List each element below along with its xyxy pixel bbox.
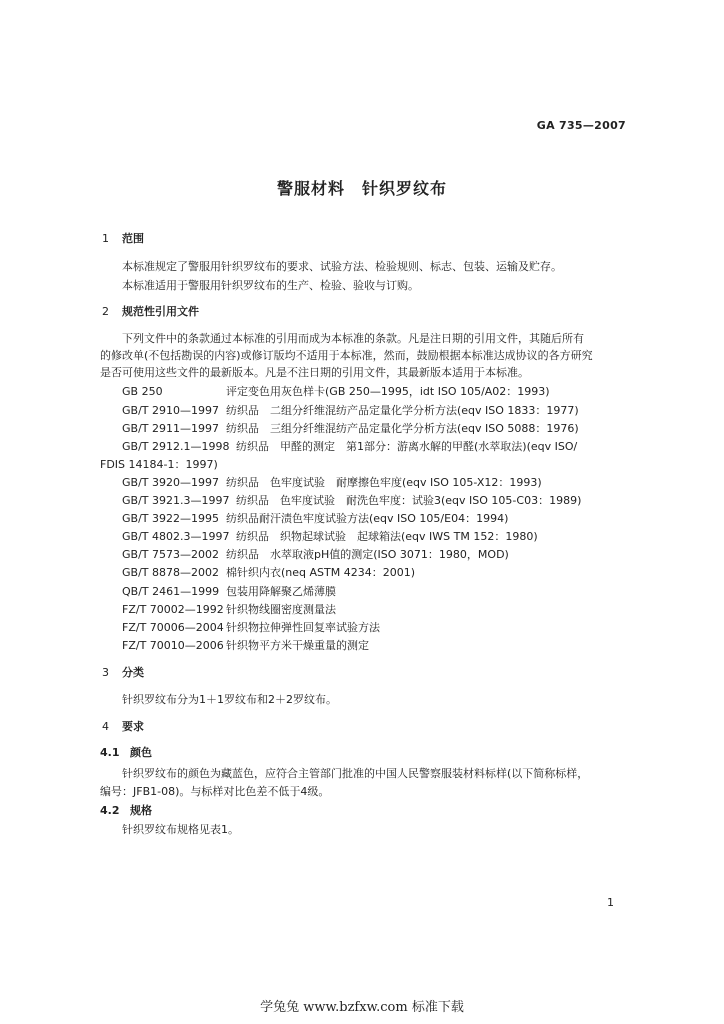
reference-title: 针织物平方米干燥重量的测定 <box>226 639 369 652</box>
reference-code: GB/T 2912.1—1998 <box>122 440 230 453</box>
section-number: 4 <box>102 720 109 733</box>
reference-code: FZ/T 70002—1992 <box>122 603 224 616</box>
section-title: 要求 <box>122 720 144 733</box>
section-number: 2 <box>102 305 109 318</box>
section-number: 1 <box>102 232 109 245</box>
subsection-number: 4.1 <box>100 746 120 759</box>
reference-title: 针织物线圈密度测量法 <box>226 603 336 616</box>
reference-item <box>122 585 336 599</box>
reference-code: GB/T 2910—1997 <box>122 404 219 417</box>
section-number: 3 <box>102 666 109 679</box>
reference-title: 纺织品 水萃取液pH值的测定(ISO 3071：1980，MOD) <box>226 548 509 561</box>
reference-title: 针织物拉伸弹性回复率试验方法 <box>226 621 380 634</box>
reference-title: 纺织品耐汗渍色牢度试验方法(eqv ISO 105/E04：1994) <box>226 512 509 525</box>
paragraph: 的修改单(不包括勘误的内容)或修订版均不适用于本标准，然而，鼓励根据本标准达成协议的各方研究 <box>100 349 593 362</box>
reference-code: QB/T 2461—1999 <box>122 585 220 598</box>
reference-item <box>122 476 542 490</box>
reference-item <box>122 603 336 617</box>
subsection-4-2-heading <box>100 804 152 818</box>
reference-code: GB/T 7573—2002 <box>122 548 219 561</box>
page-number: 1 <box>607 896 614 909</box>
reference-code: GB/T 2911—1997 <box>122 422 219 435</box>
paragraph: 编号：JFB1-08)。与标样对比色差不低于4级。 <box>100 785 330 798</box>
paragraph: 针织罗纹布分为1＋1罗纹布和2＋2罗纹布。 <box>122 693 337 706</box>
reference-code: GB/T 3920—1997 <box>122 476 219 489</box>
reference-code: GB/T 4802.3—1997 <box>122 530 230 543</box>
reference-code: GB/T 3921.3—1997 <box>122 494 230 507</box>
reference-item <box>122 494 581 508</box>
reference-title: 纺织品 二组分纤维混纺产品定量化学分析方法(eqv ISO 1833：1977) <box>226 404 579 417</box>
reference-title: 纺织品 色牢度试验 耐洗色牢度：试验3(eqv ISO 105-C03：1989) <box>236 494 582 507</box>
subsection-number: 4.2 <box>100 804 120 817</box>
reference-item <box>122 422 579 436</box>
reference-code: GB/T 8878—2002 <box>122 566 219 579</box>
reference-title: 评定变色用灰色样卡(GB 250—1995，idt ISO 105/A02：1993) <box>226 385 550 398</box>
footer-watermark: 学兔兔 www.bzfxw.com 标准下载 <box>260 1000 464 1015</box>
standard-code: GA 735—2007 <box>536 119 626 132</box>
section-4-heading <box>102 720 144 734</box>
subsection-4-1-heading <box>100 746 152 760</box>
reference-item <box>122 639 369 653</box>
section-3-heading <box>102 666 144 680</box>
reference-item <box>122 512 508 526</box>
section-2-heading <box>102 305 199 319</box>
subsection-title: 颜色 <box>130 746 152 759</box>
reference-title: 纺织品 织物起球试验 起球箱法(eqv IWS TM 152：1980) <box>236 530 538 543</box>
reference-item <box>122 385 550 399</box>
section-title: 规范性引用文件 <box>122 305 199 318</box>
reference-title: 纺织品 三组分纤维混纺产品定量化学分析方法(eqv ISO 5088：1976) <box>226 422 579 435</box>
section-title: 范围 <box>122 232 144 245</box>
paragraph: 本标准规定了警服用针织罗纹布的要求、试验方法、检验规则、标志、包装、运输及贮存。 <box>122 260 562 273</box>
subsection-title: 规格 <box>130 804 152 817</box>
reference-item <box>122 404 579 418</box>
paragraph: 本标准适用于警服用针织罗纹布的生产、检验、验收与订购。 <box>122 279 419 292</box>
reference-title: 纺织品 甲醛的测定 第1部分：游离水解的甲醛(水萃取法)(eqv ISO/ <box>236 440 578 453</box>
reference-item <box>122 440 577 454</box>
document-title: 警服材料 针织罗纹布 <box>276 179 447 198</box>
reference-code: GB/T 3922—1995 <box>122 512 219 525</box>
reference-title: 纺织品 色牢度试验 耐摩擦色牢度(eqv ISO 105-X12：1993) <box>226 476 542 489</box>
paragraph: 下列文件中的条款通过本标准的引用而成为本标准的条款。凡是注日期的引用文件，其随后所有 <box>122 332 584 345</box>
paragraph: 是否可使用这些文件的最新版本。凡是不注日期的引用文件，其最新版本适用于本标准。 <box>100 366 529 379</box>
section-title: 分类 <box>122 666 144 679</box>
reference-code: GB 250 <box>122 385 163 398</box>
reference-item <box>122 530 538 544</box>
reference-item <box>122 548 509 562</box>
reference-code: FZ/T 70010—2006 <box>122 639 224 652</box>
reference-title: 棉针织内衣(neq ASTM 4234：2001) <box>226 566 416 579</box>
reference-item <box>122 621 380 635</box>
reference-item <box>122 566 415 580</box>
paragraph: 针织罗纹布的颜色为藏蓝色，应符合主管部门批准的中国人民警察服装材料标样(以下简称标样， <box>122 767 589 780</box>
paragraph: 针织罗纹布规格见表1。 <box>122 823 239 836</box>
section-1-heading <box>102 232 144 246</box>
reference-code: FZ/T 70006—2004 <box>122 621 224 634</box>
reference-title: 包装用降解聚乙烯薄膜 <box>226 585 336 598</box>
reference-continuation: FDIS 14184-1：1997) <box>100 458 218 471</box>
